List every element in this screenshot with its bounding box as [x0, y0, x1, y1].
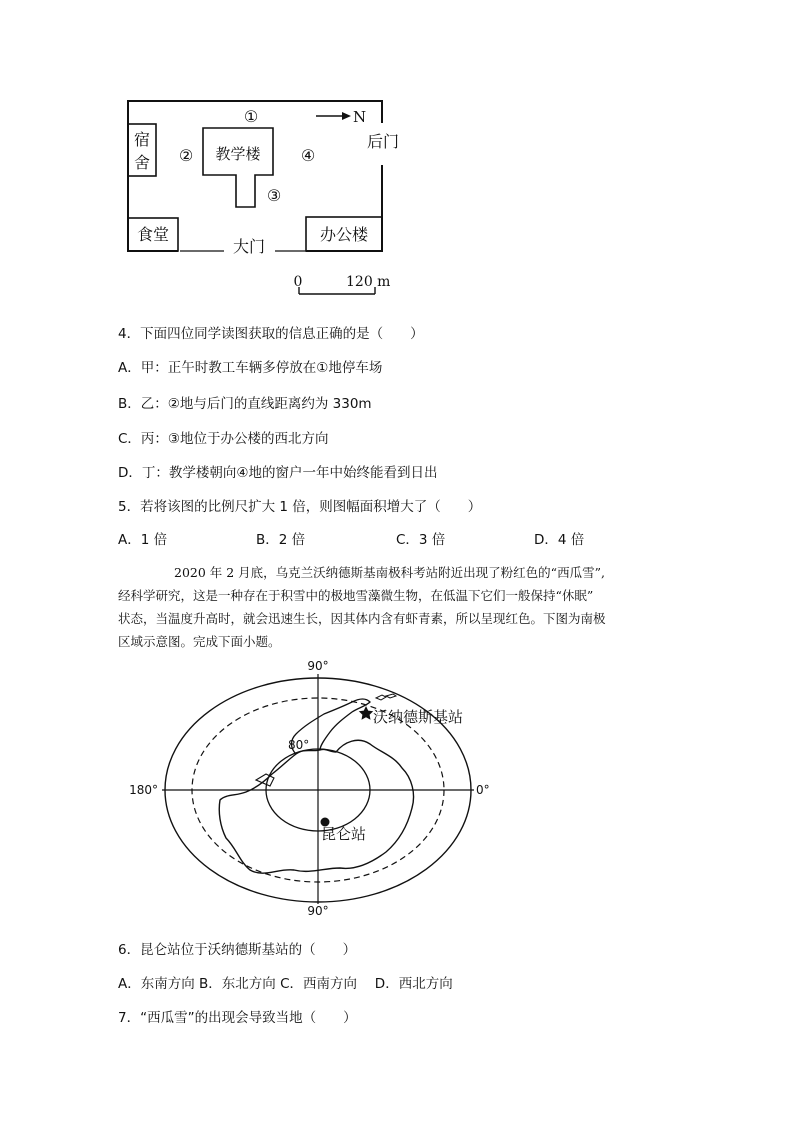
q4-option-d: D．丁：教学楼朝向④地的窗户一年中始终能看到日出	[118, 465, 438, 481]
antarctica-continent	[219, 740, 413, 873]
north-label: N	[353, 108, 367, 126]
q6-options: A．东南方向 B．东北方向 C．西南方向 D．西北方向	[118, 976, 453, 992]
label-90-bottom: 90°	[307, 904, 329, 918]
passage-line-4: 区域示意图。完成下面小题。	[118, 634, 281, 649]
q5-option-c: C．3 倍	[396, 532, 446, 548]
label-80: 80°	[288, 738, 310, 752]
marker-4: ④	[300, 146, 316, 165]
main-gate-label: 大门	[232, 237, 266, 256]
label-0: 0°	[476, 783, 490, 797]
q6-stem: 6．昆仑站位于沃纳德斯基站的（ ）	[118, 942, 357, 958]
north-arrow-icon	[316, 112, 351, 120]
kunlun-station-label: 昆仑站	[321, 825, 367, 843]
q4-option-c: C．丙：③地位于办公楼的西北方向	[118, 431, 329, 447]
antarctic-map	[129, 656, 510, 920]
q4-stem: 4．下面四位同学读图获取的信息正确的是（ ）	[118, 326, 424, 342]
back-gate-label: 后门	[367, 132, 400, 151]
q4-option-a: A．甲：正午时教工车辆多停放在①地停车场	[118, 360, 383, 376]
dorm-label-2: 舍	[133, 153, 151, 172]
teaching-building-shape	[203, 128, 273, 207]
passage-line-3: 状态，当温度升高时，就会迅速生长，因其体内含有虾青素，所以呈现红色。下图为南极	[118, 611, 606, 626]
label-180: 180°	[129, 783, 158, 797]
q5-option-b: B．2 倍	[256, 532, 306, 548]
teaching-building-label: 教学楼	[215, 145, 261, 163]
canteen-label: 食堂	[136, 225, 170, 244]
q4-option-b: B．乙：②地与后门的直线距离约为 330m	[118, 396, 372, 412]
q5-option-a: A．1 倍	[118, 532, 168, 548]
marker-3: ③	[266, 186, 282, 205]
scale-value-label: 120 m	[346, 274, 391, 290]
scale-zero-label: 0	[293, 274, 303, 290]
q5-stem: 5．若将该图的比例尺扩大 1 倍，则图幅面积增大了（ ）	[118, 499, 482, 515]
dorm-label-1: 宿	[133, 130, 151, 149]
marker-1: ①	[243, 107, 259, 126]
campus-map	[120, 95, 420, 295]
label-90-top: 90°	[307, 659, 329, 673]
office-label: 办公楼	[319, 225, 369, 244]
passage-line-1: 2020 年 2 月底，乌克兰沃纳德斯基南极科考站附近出现了粉红色的“西瓜雪”,	[174, 565, 605, 580]
q7-stem: 7．“西瓜雪”的出现会导致当地（ ）	[118, 1010, 357, 1026]
passage-line-2: 经科学研究，这是一种存在于积雪中的极地雪藻微生物，在低温下它们一般保持“休眠”	[118, 588, 594, 603]
q5-option-d: D．4 倍	[534, 532, 585, 548]
vernadsky-station-label: 沃纳德斯基站	[373, 708, 464, 726]
marker-2: ②	[178, 146, 194, 165]
